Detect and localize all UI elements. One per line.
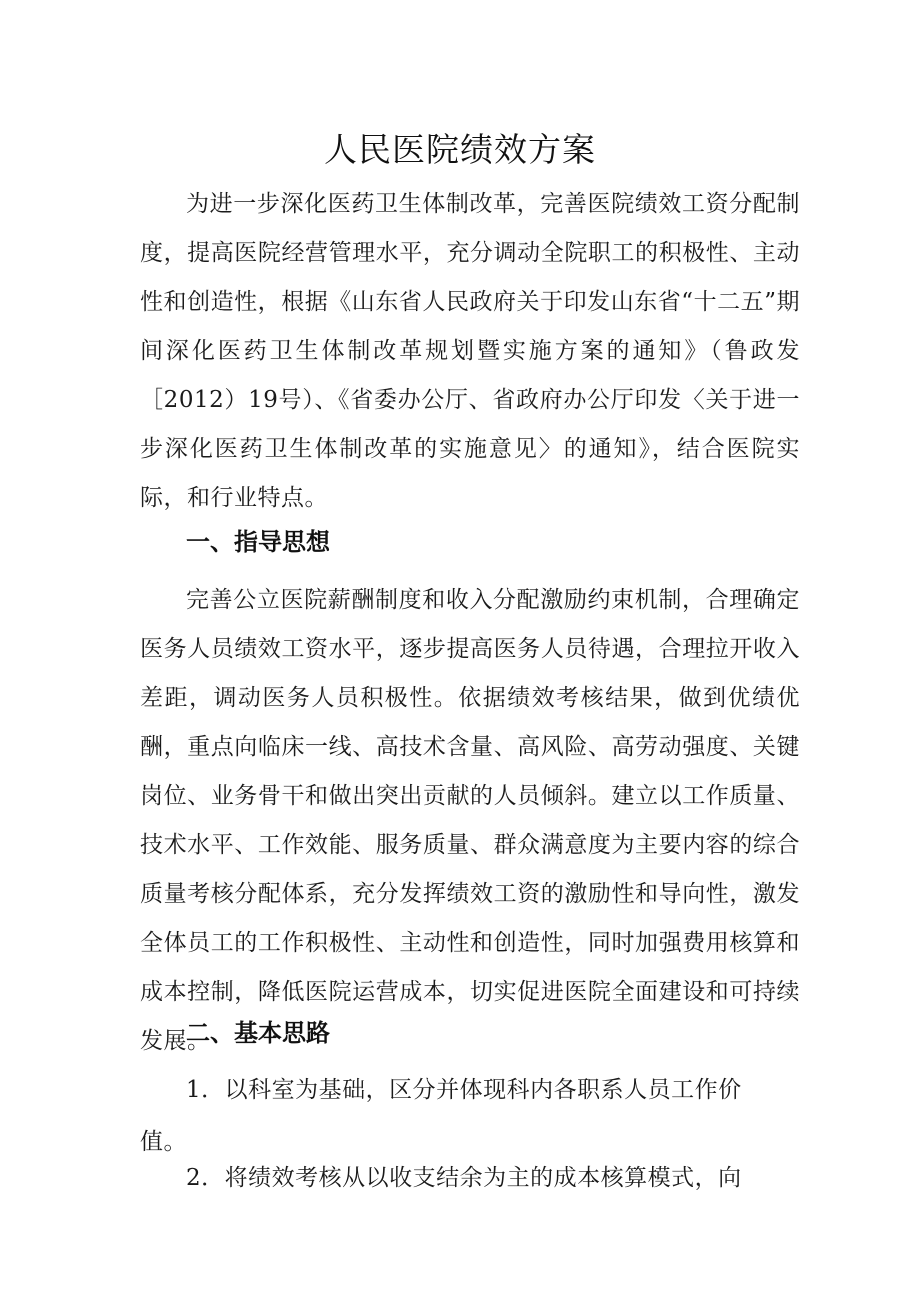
section-heading-guiding-ideology: 一、指导思想 (186, 528, 330, 556)
section-heading-basic-approach: 二、基本思路 (186, 1019, 330, 1047)
list-item: 2．将绩效考核从以收支结余为主的成本核算模式，向 (186, 1165, 742, 1191)
intro-paragraph: 为进一步深化医药卫生体制改革，完善医院绩效工资分配制度，提高医院经营管理水平，充分调动全院职工的积极性、主动性和创造性，根据《山东省人民政府关于印发山东省“十二五”期间深化医药卫生体制改革规划暨实施方案的通知》（鲁政发［2012）19号）、《省委办公厅、省政府办公厅印发〈关于进一步深化医药卫生体制改革的实施意见〉的通知》，结合医院实际，和行业特点。 (140, 191, 800, 511)
guiding-ideology-paragraph: 完善公立医院薪酬制度和收入分配激励约束机制，合理确定医务人员绩效工资水平，逐步提高医务人员待遇，合理拉开收入差距，调动医务人员积极性。依据绩效考核结果，做到优绩优酬，重点向临床一线、高技术含量、高风险、高劳动强度、关键岗位、业务骨干和做出突出贡献的人员倾斜。建立以工作质量、技术水平、工作效能、服务质量、群众满意度为主要内容的综合质量考核分配体系，充分发挥绩效工资的激励性和导向性，激发全体员工的工作积极性、主动性和创造性，同时加强费用核算和成本控制，降低医院运营成本，切实促进医院全面建设和可持续发展。 (140, 587, 800, 1054)
list-item: 1．以科室为基础，区分并体现科内各职系人员工作价值。 (140, 1077, 742, 1155)
document-title: 人民医院绩效方案 (324, 130, 596, 169)
